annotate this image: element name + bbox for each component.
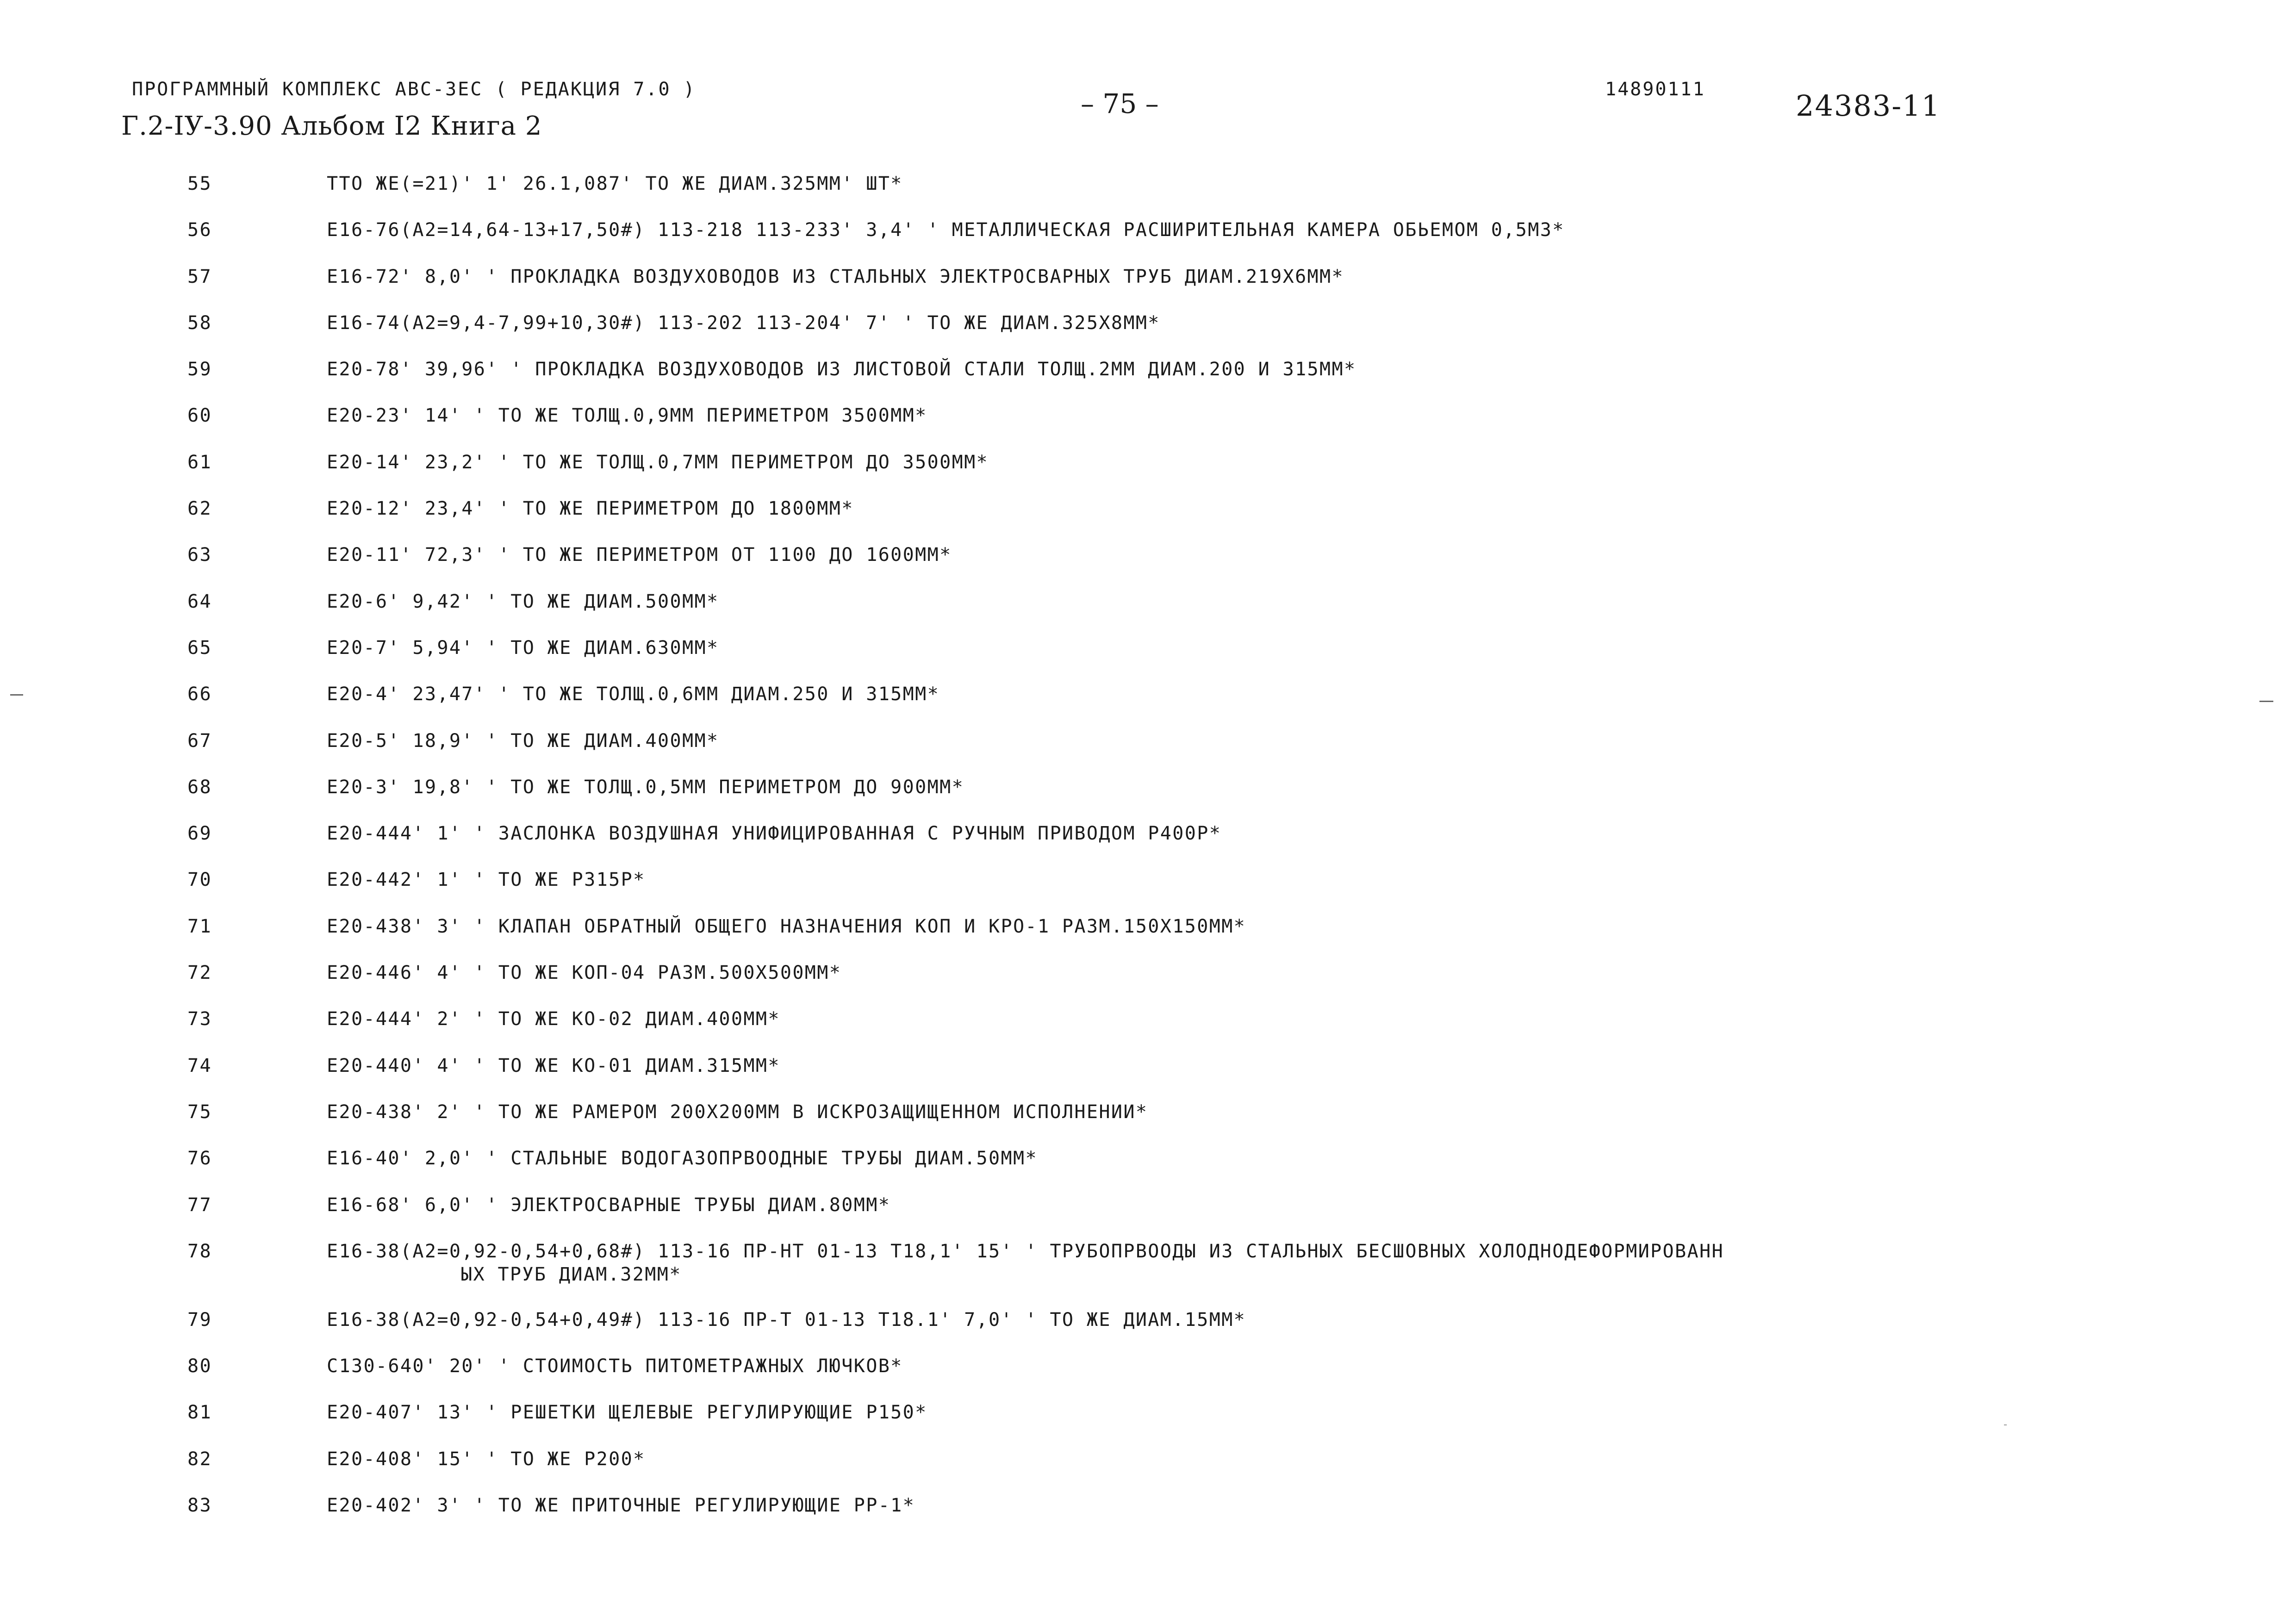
list-item: [0, 961, 2296, 1007]
row-text: Е20-444' 1' ' ЗАСЛОНКА ВОЗДУШНАЯ УНИФИЦИРОВАННАЯ С РУЧНЫМ ПРИВОДОМ Р400Р*: [327, 823, 1222, 845]
document-number: 24383-11: [1796, 89, 1941, 123]
row-text: Е20-408' 15' ' ТО ЖЕ Р200*: [327, 1448, 646, 1470]
list-item: [0, 1054, 2296, 1101]
row-text: ТТО ЖЕ(=21)' 1' 26.1,087' ТО ЖЕ ДИАМ.325ММ' ШТ*: [327, 173, 903, 194]
row-number: 56: [187, 219, 212, 241]
row-number: 75: [187, 1101, 212, 1123]
row-text: [327, 1240, 1956, 1286]
page-number: – 75 –: [1081, 88, 1159, 119]
row-number: 79: [187, 1309, 212, 1331]
row-number: 81: [187, 1402, 212, 1424]
row-text: Е16-74(А2=9,4-7,99+10,30#) 113-202 113-204' 7' ' ТО ЖЕ ДИАМ.325Х8ММ*: [327, 312, 1160, 334]
row-number: 58: [187, 312, 212, 334]
list-item: [0, 1448, 2296, 1494]
speck-mark: [2004, 1424, 2007, 1425]
row-text: Е20-444' 2' ' ТО ЖЕ КО-02 ДИАМ.400ММ*: [327, 1008, 780, 1030]
list-item: [0, 776, 2296, 822]
list-item: [0, 868, 2296, 914]
row-number: 59: [187, 359, 212, 380]
list-item: [0, 172, 2296, 218]
list-item: [0, 1308, 2296, 1355]
row-text: Е20-23' 14' ' ТО ЖЕ ТОЛЩ.0,9ММ ПЕРИМЕТРОМ 3500ММ*: [327, 405, 927, 427]
row-number: 72: [187, 962, 212, 984]
row-text: Е20-402' 3' ' ТО ЖЕ ПРИТОЧНЫЕ РЕГУЛИРУЮЩИЕ РР-1*: [327, 1495, 915, 1517]
list-item: [0, 1401, 2296, 1447]
row-number: 64: [187, 591, 212, 612]
row-number: 60: [187, 405, 212, 427]
row-text: Е20-438' 3' ' КЛАПАН ОБРАТНЫЙ ОБЩЕГО НАЗНАЧЕНИЯ КОП И КРО-1 РАЗМ.150Х150ММ*: [327, 915, 1246, 937]
row-number: 70: [187, 869, 212, 891]
row-text: Е20-7' 5,94' ' ТО ЖЕ ДИАМ.630ММ*: [327, 637, 719, 659]
document-code: 14890111: [1605, 79, 1705, 100]
row-number: 65: [187, 637, 212, 659]
estimate-list: [0, 172, 2296, 1540]
row-text: Е16-40' 2,0' ' СТАЛЬНЫЕ ВОДОГАЗОПРВООДНЫЕ ТРУБЫ ДИАМ.50ММ*: [327, 1148, 1038, 1169]
row-number: 68: [187, 776, 212, 798]
list-item: [0, 404, 2296, 450]
row-number: 67: [187, 730, 212, 752]
list-item: [0, 265, 2296, 311]
row-number: 78: [187, 1240, 212, 1262]
row-number: 63: [187, 544, 212, 566]
row-text: Е20-78' 39,96' ' ПРОКЛАДКА ВОЗДУХОВОДОВ ИЗ ЛИСТОВОЙ СТАЛИ ТОЛЩ.2ММ ДИАМ.200 И 315ММ*: [327, 359, 1356, 380]
row-text: Е20-440' 4' ' ТО ЖЕ КО-01 ДИАМ.315ММ*: [327, 1055, 780, 1076]
row-number: 71: [187, 915, 212, 937]
row-number: 83: [187, 1495, 212, 1517]
list-item: [0, 1147, 2296, 1193]
left-margin-mark: [10, 694, 23, 696]
row-text: Е20-407' 13' ' РЕШЕТКИ ЩЕЛЕВЫЕ РЕГУЛИРУЮЩИЕ Р150*: [327, 1402, 927, 1424]
list-item: [0, 636, 2296, 683]
row-text: Е20-12' 23,4' ' ТО ЖЕ ПЕРИМЕТРОМ ДО 1800ММ*: [327, 498, 854, 520]
row-text: Е16-72' 8,0' ' ПРОКЛАДКА ВОЗДУХОВОДОВ ИЗ СТАЛЬНЫХ ЭЛЕКТРОСВАРНЫХ ТРУБ ДИАМ.219Х6ММ*: [327, 266, 1344, 287]
row-text: Е16-68' 6,0' ' ЭЛЕКТРОСВАРНЫЕ ТРУБЫ ДИАМ.80ММ*: [327, 1194, 891, 1216]
row-text: Е20-442' 1' ' ТО ЖЕ Р315Р*: [327, 869, 646, 891]
list-item: [0, 915, 2296, 961]
list-item: [0, 451, 2296, 497]
row-text: Е20-14' 23,2' ' ТО ЖЕ ТОЛЩ.0,7ММ ПЕРИМЕТРОМ ДО 3500ММ*: [327, 451, 989, 473]
row-number: 73: [187, 1008, 212, 1030]
list-item: [0, 1494, 2296, 1540]
list-item: [0, 218, 2296, 265]
row-text: С130-640' 20' ' СТОИМОСТЬ ПИТОМЕТРАЖНЫХ ЛЮЧКОВ*: [327, 1356, 903, 1377]
list-item: [0, 497, 2296, 543]
row-number: 77: [187, 1194, 212, 1216]
list-item: [0, 1240, 2296, 1308]
list-item: [0, 683, 2296, 729]
row-text: Е20-438' 2' ' ТО ЖЕ РАМЕРОМ 200Х200ММ В ИСКРОЗАЩИЩЕННОМ ИСПОЛНЕНИИ*: [327, 1101, 1148, 1123]
program-header: ПРОГРАММНЫЙ КОМПЛЕКС АВС-ЗЕС ( РЕДАКЦИЯ 7.0 ): [132, 79, 696, 100]
row-number: 74: [187, 1055, 212, 1076]
row-text: Е16-38(А2=0,92-0,54+0,49#) 113-16 ПР-Т 01-13 Т18.1' 7,0' ' ТО ЖЕ ДИАМ.15ММ*: [327, 1309, 1246, 1331]
row-number: 76: [187, 1148, 212, 1169]
row-text-line-2: ЫХ ТРУБ ДИАМ.32ММ*: [461, 1263, 682, 1285]
row-text: Е20-4' 23,47' ' ТО ЖЕ ТОЛЩ.0,6ММ ДИАМ.250 И 315ММ*: [327, 684, 940, 705]
row-number: 69: [187, 823, 212, 845]
row-number: 82: [187, 1448, 212, 1470]
list-item: [0, 1007, 2296, 1054]
row-text: Е20-3' 19,8' ' ТО ЖЕ ТОЛЩ.0,5ММ ПЕРИМЕТРОМ ДО 900ММ*: [327, 776, 964, 798]
row-number: 57: [187, 266, 212, 287]
row-number: 66: [187, 684, 212, 705]
row-text: Е20-5' 18,9' ' ТО ЖЕ ДИАМ.400ММ*: [327, 730, 719, 752]
list-item: [0, 1355, 2296, 1401]
album-title: Г.2-IУ-3.90 Альбом I2 Книга 2: [121, 111, 542, 141]
row-number: 80: [187, 1356, 212, 1377]
list-item: [0, 590, 2296, 636]
row-number: 61: [187, 451, 212, 473]
list-item: [0, 543, 2296, 590]
list-item: [0, 729, 2296, 776]
list-item: [0, 1101, 2296, 1147]
row-text: Е20-6' 9,42' ' ТО ЖЕ ДИАМ.500ММ*: [327, 591, 719, 612]
right-margin-mark: [2259, 701, 2273, 702]
list-item: [0, 311, 2296, 358]
list-item: [0, 1194, 2296, 1240]
row-text: Е20-446' 4' ' ТО ЖЕ КОП-04 РАЗМ.500Х500ММ*: [327, 962, 842, 984]
row-text: Е20-11' 72,3' ' ТО ЖЕ ПЕРИМЕТРОМ ОТ 1100 ДО 1600ММ*: [327, 544, 952, 566]
row-text: Е16-76(А2=14,64-13+17,50#) 113-218 113-233' 3,4' ' МЕТАЛЛИЧЕСКАЯ РАСШИРИТЕЛЬНАЯ КАМЕРА ОБЬЕМОМ 0,5М3*: [327, 219, 1565, 241]
row-text-line-1: Е16-38(А2=0,92-0,54+0,68#) 113-16 ПР-НТ 01-13 Т18,1' 15' ' ТРУБОПРВООДЫ ИЗ СТАЛЬНЫХ БЕСШОВНЫХ ХОЛОДНОДЕФОРМИРОВАНН: [327, 1240, 1724, 1262]
row-number: 55: [187, 173, 212, 194]
row-number: 62: [187, 498, 212, 520]
list-item: [0, 822, 2296, 868]
list-item: [0, 358, 2296, 404]
